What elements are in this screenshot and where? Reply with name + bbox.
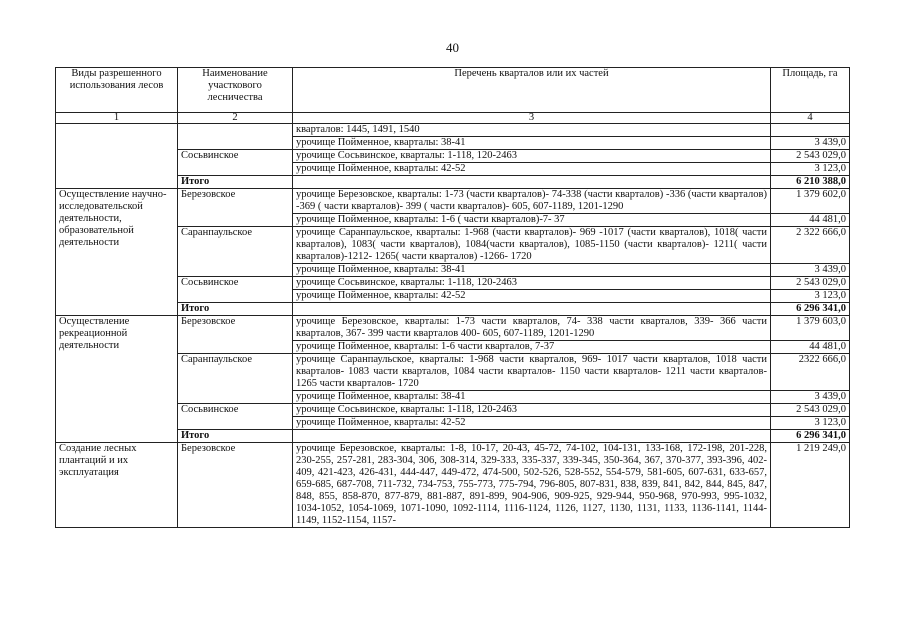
- quarters-cell: кварталов: 1445, 1491, 1540: [293, 124, 771, 137]
- quarters-cell: урочище Березовское, кварталы: 1-8, 10-17, 20-43, 45-72, 74-102, 104-131, 133-168, 172-198, 201-228, 230-255, 257-281, 283-304, 306, 308-314, 329-333, 335-337, 339-345, 350-364, 367, 370-377, 393-396, 402-409, 421-423, 426-431, 444-447, 449-472, 474-500, 502-526, 528-552, 554-579, 581-605, 607-631, 633-657, 659-685, 687-708, 711-732, 734-753, 755-773, 775-794, 796-805, 807-831, 838, 839, 841, 842, 844, 845, 847, 848, 855, 858-870, 877-879, 881-887, 891-899, 904-906, 909-925, 929-944, 950-968, 970-993, 995-1032, 1034-1052, 1054-1069, 1071-1090, 1092-1114, 1116-1124, 1126, 1127, 1130, 1131, 1133, 1136-1141, 1144-1149, 1152-1154, 1157-: [293, 443, 771, 528]
- area-cell: 1 219 249,0: [771, 443, 850, 528]
- quarters-cell: урочище Сосьвинское, кварталы: 1-118, 120-2463: [293, 277, 771, 290]
- forestry-cell: Саранпаульское: [178, 354, 293, 404]
- column-index: 4: [771, 113, 850, 124]
- quarters-cell: урочище Сосьвинское, кварталы: 1-118, 120-2463: [293, 404, 771, 417]
- quarters-cell: урочище Пойменное, кварталы: 42-52: [293, 417, 771, 430]
- column-index: 2: [178, 113, 293, 124]
- column-index-row: [56, 113, 850, 124]
- forestry-cell: Сосьвинское: [178, 150, 293, 176]
- area-cell: 2 322 666,0: [771, 227, 850, 264]
- area-cell: 44 481,0: [771, 214, 850, 227]
- area-cell: 2 543 029,0: [771, 277, 850, 290]
- area-cell: 3 123,0: [771, 417, 850, 430]
- area-cell: 1 379 603,0: [771, 316, 850, 341]
- area-cell: 3 439,0: [771, 264, 850, 277]
- table-row: [56, 316, 850, 341]
- quarters-cell: урочище Саранпаульское, кварталы: 1-968 (части кварталов)- 969 -1017 (части кварталов), 1018( части кварталов), 1083( части кварталов), 1084(части кварталов), 1085-1150 (части кварталов)- 1211( части кварталов)-1212- 1265( части кварталов) -1266- 1720: [293, 227, 771, 264]
- area-cell: 3 439,0: [771, 391, 850, 404]
- total-area: 6 296 341,0: [771, 303, 850, 316]
- quarters-cell: урочище Сосьвинское, кварталы: 1-118, 120-2463: [293, 150, 771, 163]
- quarters-cell: урочище Пойменное, кварталы: 38-41: [293, 264, 771, 277]
- area-cell: 2 543 029,0: [771, 404, 850, 417]
- quarters-cell: урочище Пойменное, кварталы: 38-41: [293, 137, 771, 150]
- quarters-cell: урочище Березовское, кварталы: 1-73 части кварталов, 74- 338 части кварталов, 339- 366 части кварталов, 367- 399 части кварталов 400- 605, 607-1189, 1201-1290: [293, 316, 771, 341]
- quarters-cell: урочище Саранпаульское, кварталы: 1-968 части кварталов, 969- 1017 части кварталов, 1018 части кварталов- 1083 части кварталов, 1084 части кварталов- 1150 части кварталов- 1211 части кварталов- 1265 части кварталов- 1720: [293, 354, 771, 391]
- quarters-cell: [293, 176, 771, 189]
- forestry-cell: Березовское: [178, 443, 293, 528]
- quarters-cell: урочище Пойменное, кварталы: 42-52: [293, 163, 771, 176]
- header-area: Площадь, га: [771, 68, 850, 113]
- total-area: 6 296 341,0: [771, 430, 850, 443]
- quarters-cell: урочище Пойменное, кварталы: 1-6 части кварталов, 7-37: [293, 341, 771, 354]
- header-row: [56, 68, 850, 113]
- forestry-cell: Березовское: [178, 189, 293, 227]
- quarters-cell: урочище Пойменное, кварталы: 38-41: [293, 391, 771, 404]
- forestry-cell: Саранпаульское: [178, 227, 293, 277]
- quarters-cell: [293, 430, 771, 443]
- forest-use-table: [55, 67, 850, 528]
- area-cell: 3 439,0: [771, 137, 850, 150]
- header-forestry-name: Наименование участкового лесничества: [178, 68, 293, 113]
- total-area: 6 210 388,0: [771, 176, 850, 189]
- area-cell: 3 123,0: [771, 163, 850, 176]
- quarters-cell: урочище Пойменное, кварталы: 1-6 ( части кварталов)-7- 37: [293, 214, 771, 227]
- quarters-cell: урочище Пойменное, кварталы: 42-52: [293, 290, 771, 303]
- total-label: Итого: [178, 430, 293, 443]
- quarters-cell: [293, 303, 771, 316]
- use-type-cell: [56, 124, 178, 189]
- area-cell: 2 543 029,0: [771, 150, 850, 163]
- forestry-cell: Сосьвинское: [178, 277, 293, 303]
- area-cell: 1 379 602,0: [771, 189, 850, 214]
- area-cell: 44 481,0: [771, 341, 850, 354]
- header-quarters-list: Перечень кварталов или их частей: [293, 68, 771, 113]
- total-label: Итого: [178, 176, 293, 189]
- use-type-cell: Осуществление научно-исследовательской деятельности, образовательной деятельности: [56, 189, 178, 316]
- use-type-cell: Создание лесных плантаций и их эксплуатация: [56, 443, 178, 528]
- total-label: Итого: [178, 303, 293, 316]
- column-index: 3: [293, 113, 771, 124]
- forestry-cell: Сосьвинское: [178, 404, 293, 430]
- header-use-types: Виды разрешенного использования лесов: [56, 68, 178, 113]
- table-row: [56, 189, 850, 214]
- forestry-cell: Березовское: [178, 316, 293, 354]
- area-cell: 2322 666,0: [771, 354, 850, 391]
- page-number: 40: [446, 40, 459, 55]
- table-row: [56, 124, 850, 137]
- use-type-cell: Осуществление рекреационной деятельности: [56, 316, 178, 443]
- quarters-cell: урочище Березовское, кварталы: 1-73 (части кварталов)- 74-338 (части кварталов) -336 (части кварталов) -369 ( части кварталов)- 399 ( части кварталов)- 605, 607-1189, 1201-1290: [293, 189, 771, 214]
- table-row: [56, 443, 850, 528]
- area-cell: [771, 124, 850, 137]
- forestry-cell: [178, 124, 293, 150]
- column-index: 1: [56, 113, 178, 124]
- area-cell: 3 123,0: [771, 290, 850, 303]
